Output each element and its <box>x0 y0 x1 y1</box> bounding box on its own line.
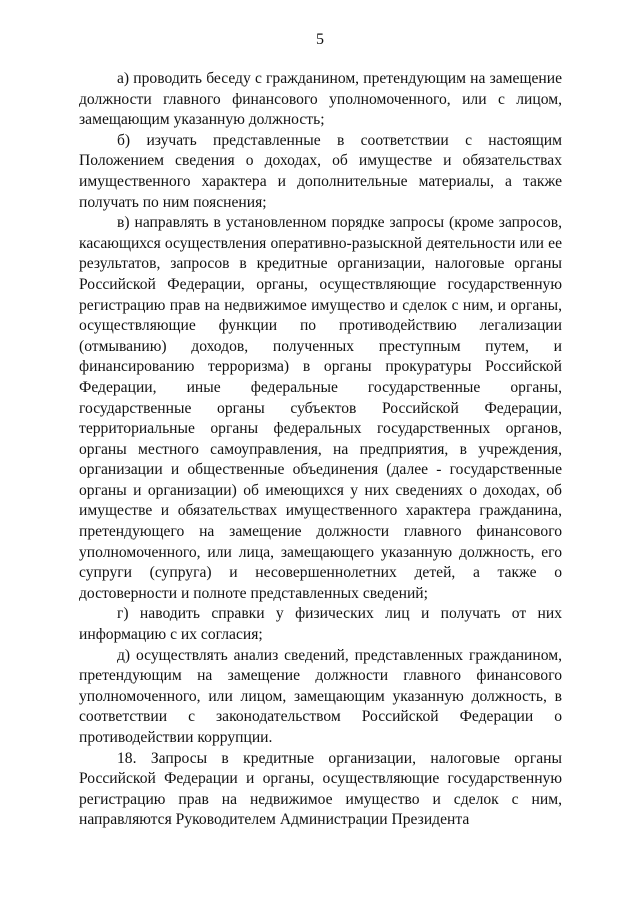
document-body <box>79 69 562 831</box>
paragraph-b: б) изучать представленные в соответствии с настоящим Положением сведения о доходах, об имуществе и обязательствах имущественного характера и дополнительные материалы, а также получать по ним пояснения; <box>79 131 562 211</box>
paragraph-v: в) направлять в установленном порядке запросы (кроме запросов, касающихся осуществления оперативно-разыскной деятельности или ее результатов, запросов в кредитные организации, налоговые органы Российской Федерации, органы, осуществляющие государственную регистрацию прав на недвижимое имущество и сделок с ним, и органы, осуществляющие функции по противодействию легализации (отмыванию) доходов, полученных преступным путем, и финансированию терроризма) в органы прокуратуры Российской Федерации, иные федеральные государственные органы, государственные органы субъектов Российской Федерации, территориальные органы федеральных государственных органов, органы местного самоуправления, на предприятия, в учреждения, организации и общественные объединения (далее - государственные органы и организации) об имеющихся у них сведениях о доходах, об имуществе и обязательствах имущественного характера гражданина, претендующего на замещение должности главного финансового уполномоченного, или лица, замещающего указанную должность, его супруги (супруга) и несовершеннолетних детей, а также о достоверности и полноте представленных сведений; <box>79 214 562 602</box>
paragraph-d: д) осуществлять анализ сведений, представленных гражданином, претендующим на замещение должности главного финансового уполномоченного, или лицом, замещающим указанную должность, в соответствии с законодательством Российской Федерации о противодействии коррупции. <box>79 646 562 746</box>
page-number: 5 <box>316 31 324 48</box>
paragraph-g: г) наводить справки у физических лиц и получать от них информацию с их согласия; <box>79 605 562 644</box>
paragraph-a: а) проводить беседу с гражданином, претендующим на замещение должности главного финансового уполномоченного, или с лицом, замещающим указанную должность; <box>79 70 562 129</box>
paragraph-18: 18. Запросы в кредитные организации, налоговые органы Российской Федерации и органы, осуществляющие государственную регистрацию прав на недвижимое имущество и сделок с ним, направляются Руководителем Администрации Президента <box>79 749 562 829</box>
